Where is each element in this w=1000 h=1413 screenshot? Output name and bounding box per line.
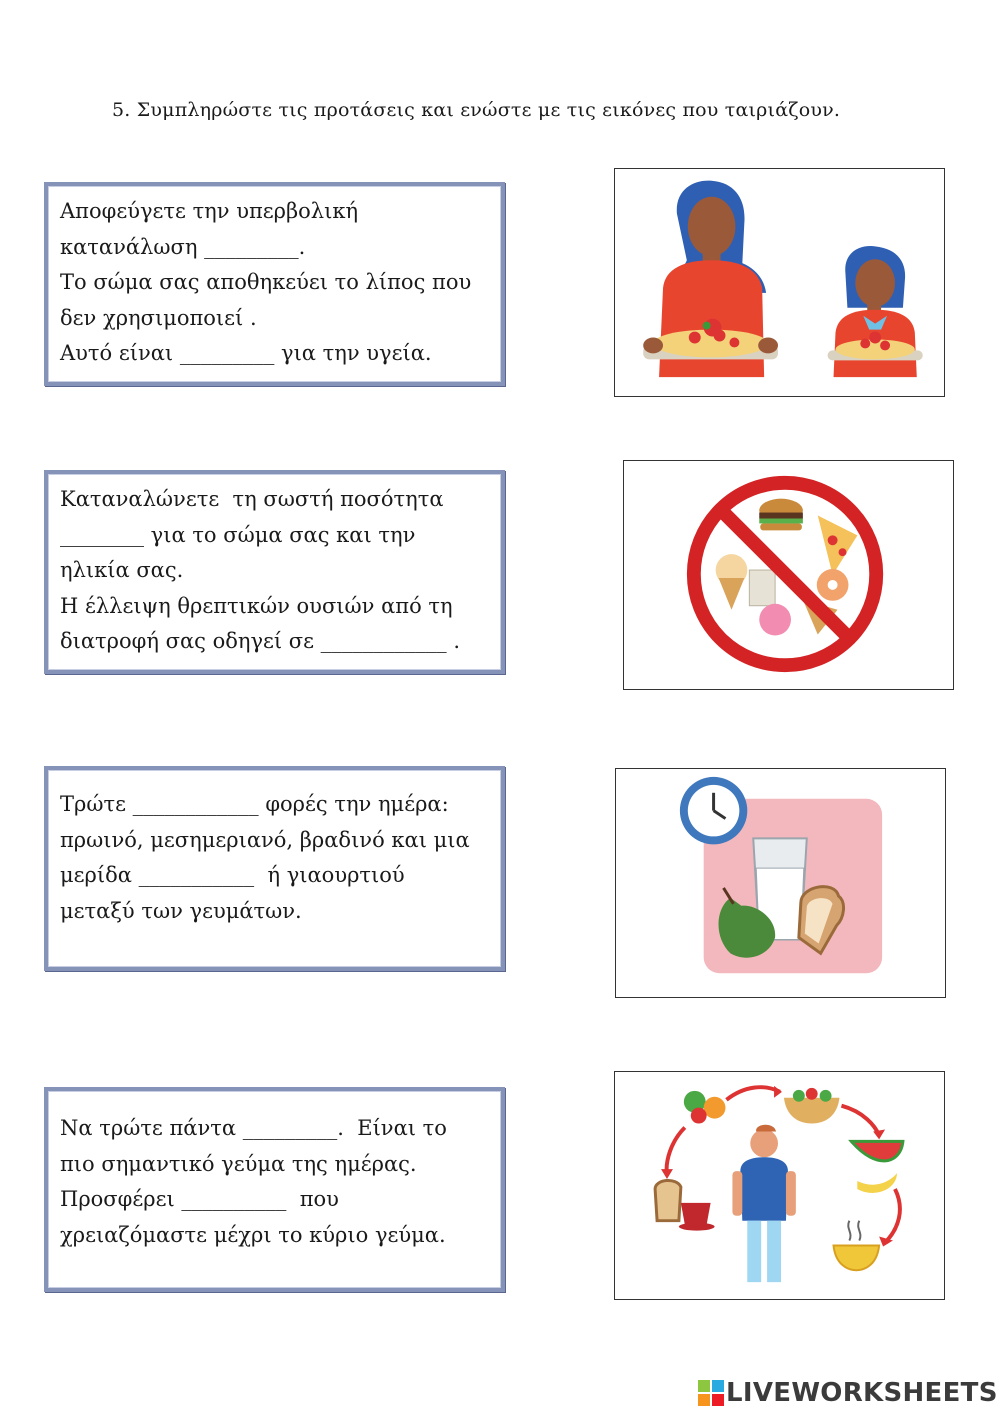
box-line: χρειαζόμαστε μέχρι το κύριο γεύμα. [60, 1222, 446, 1247]
box-line: ηλικία σας. [60, 558, 184, 582]
box-line: κατανάλωση _________. [60, 234, 306, 259]
box-line: πιο σημαντικό γεύμα της ημέρας. [60, 1151, 417, 1176]
box-line: ________ για το σώμα σας και την [60, 522, 416, 547]
box-line: μερίδα ___________ ή γιαουρτιού [60, 863, 405, 887]
picture-daily-meals[interactable] [614, 1071, 945, 1300]
box-line: Το σώμα σας αποθηκεύει το λίπος που [60, 270, 472, 294]
sentence-box-3 [44, 766, 505, 971]
liveworksheets-logo-icon [698, 1380, 724, 1406]
box-line: διατροφή σας οδηγεί σε ____________ . [60, 629, 461, 653]
picture-family-portions[interactable] [614, 168, 945, 397]
box-line: μεταξύ των γευμάτων. [60, 898, 302, 923]
box-line: Αποφεύγετε την υπερβολική [60, 199, 359, 223]
family-portions-icon [615, 169, 944, 396]
daily-meals-cycle-icon [615, 1072, 944, 1299]
box-line: Καταναλώνετε τη σωστή ποσότητα [60, 487, 444, 511]
box-line: Αυτό είναι _________ για την υγεία. [60, 341, 432, 365]
instruction-text: 5. Συμπληρώστε τις προτάσεις και ενώστε με τις εικόνες που ταιριάζουν. [112, 99, 841, 121]
box-line: Προσφέρει __________ που [60, 1187, 339, 1211]
sentence-box-4 [44, 1087, 505, 1292]
sentence-box-2 [44, 470, 505, 674]
logo-text: LIVEWORKSHEETS [726, 1378, 998, 1408]
box-line: δεν χρησιμοποιεί . [60, 305, 257, 330]
snack-time-icon [616, 769, 945, 997]
box-line: πρωινό, μεσημεριανό, βραδινό και μια [60, 827, 470, 852]
picture-snack-time[interactable] [615, 768, 946, 998]
box-line: Να τρώτε πάντα _________. Είναι το [60, 1116, 447, 1140]
box-line: Η έλλειψη θρεπτικών ουσιών από τη [60, 593, 453, 618]
liveworksheets-logo[interactable] [698, 1378, 998, 1408]
box-line: Τρώτε ____________ φορές την ημέρα: [60, 792, 449, 816]
sentence-box-1 [44, 182, 505, 386]
picture-no-junk-food[interactable] [623, 460, 954, 690]
no-junk-food-icon [624, 461, 953, 689]
